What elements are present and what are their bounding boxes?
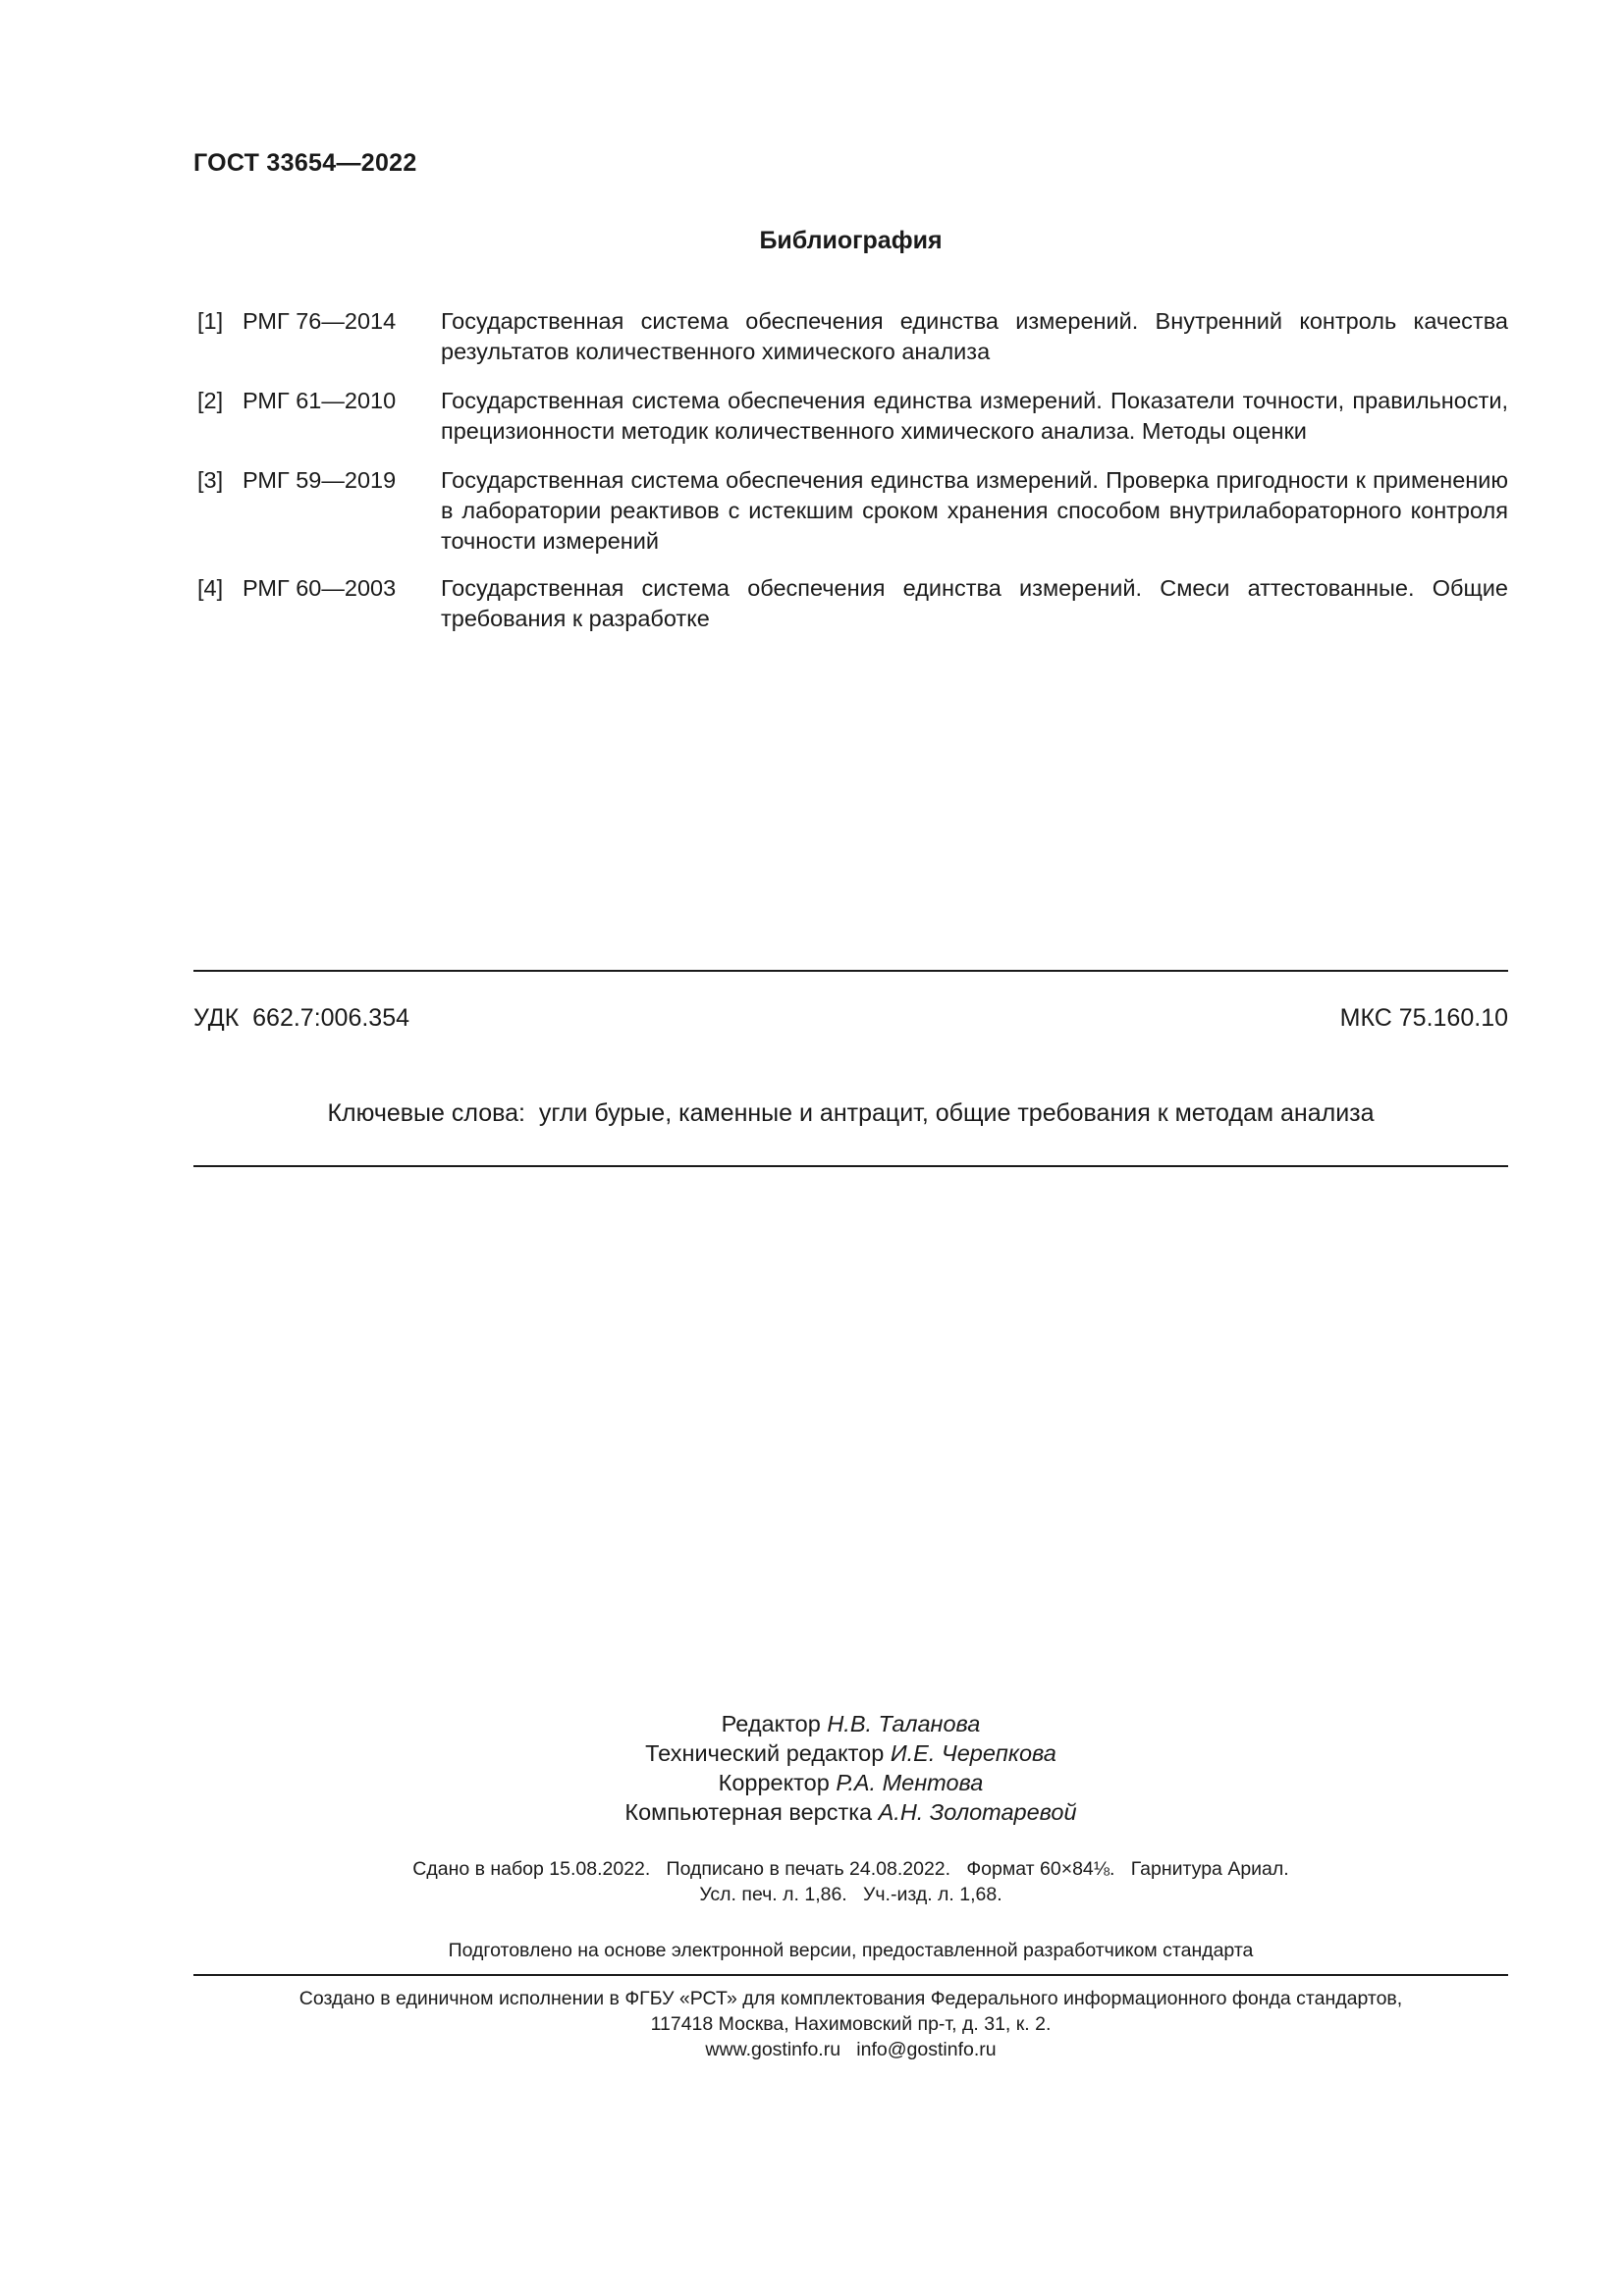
publisher-line: Создано в единичном исполнении в ФГБУ «РСТ» для комплектования Федерального информационного фонда стандартов, — [298, 1988, 1403, 2009]
print-info-line: Сдано в набор 15.08.2022. Подписано в печать 24.08.2022. Формат 60×84⅛. Гарнитура Ариал. — [412, 1858, 1289, 1880]
keywords-line: Ключевые слова: угли бурые, каменные и антрацит, общие требования к методам анализа — [327, 1099, 1375, 1127]
entry-number: [4] — [197, 575, 224, 601]
divider-rule — [193, 1974, 1508, 1976]
entry-code: РМГ 76—2014 — [243, 308, 397, 334]
entry-number: [3] — [197, 467, 224, 493]
entry-text: Государственная система обеспечения единства измерений. Проверка пригодности к применению в лаборатории реактивов с истекшим сроком хранения способом внутрилабораторного контроля точности измерений — [441, 467, 1508, 554]
udk-code: УДК 662.7:006.354 — [193, 1004, 410, 1032]
entry-text: Государственная система обеспечения единства измерений. Смеси аттестованные. Общие требования к разработке — [441, 575, 1508, 631]
credit-corrector — [193, 1768, 1508, 1797]
publisher-contacts: www.gostinfo.ru info@gostinfo.ru — [705, 2039, 997, 2060]
entry-number: [2] — [197, 388, 224, 413]
mks-code: МКС 75.160.10 — [1339, 1004, 1508, 1032]
credit-tech-editor — [193, 1738, 1508, 1768]
entry-code: РМГ 60—2003 — [243, 575, 397, 601]
credit-name: Р.А. Ментова — [836, 1770, 984, 1795]
entry-number: [1] — [197, 308, 224, 334]
entry-code: РМГ 59—2019 — [243, 467, 397, 493]
credit-name: Н.В. Таланова — [827, 1711, 981, 1736]
entry-code: РМГ 61—2010 — [243, 388, 397, 413]
publisher-address: 117418 Москва, Нахимовский пр-т, д. 31, к. 2. — [650, 2013, 1052, 2035]
credit-layout — [193, 1797, 1508, 1827]
entry-text: Государственная система обеспечения единства измерений. Показатели точности, правильности, прецизионности методик количественного химического анализа. Методы оценки — [441, 388, 1508, 444]
divider-rule — [193, 1165, 1508, 1167]
divider-rule — [193, 970, 1508, 972]
credit-role: Технический редактор — [645, 1740, 891, 1766]
credit-editor — [193, 1709, 1508, 1738]
credit-role: Компьютерная верстка — [624, 1799, 879, 1825]
bibliography-title: Библиография — [759, 227, 943, 254]
credit-name: И.Е. Черепкова — [890, 1740, 1056, 1766]
document-code: ГОСТ 33654—2022 — [193, 149, 417, 177]
credit-role: Корректор — [718, 1770, 837, 1795]
credit-role: Редактор — [721, 1711, 828, 1736]
prepared-note: Подготовлено на основе электронной версии, предоставленной разработчиком стандарта — [448, 1940, 1254, 1961]
print-info-line: Усл. печ. л. 1,86. Уч.-изд. л. 1,68. — [699, 1884, 1002, 1905]
credit-name: А.Н. Золотаревой — [878, 1799, 1077, 1825]
entry-text: Государственная система обеспечения единства измерений. Внутренний контроль качества результатов количественного химического анализа — [441, 308, 1508, 364]
